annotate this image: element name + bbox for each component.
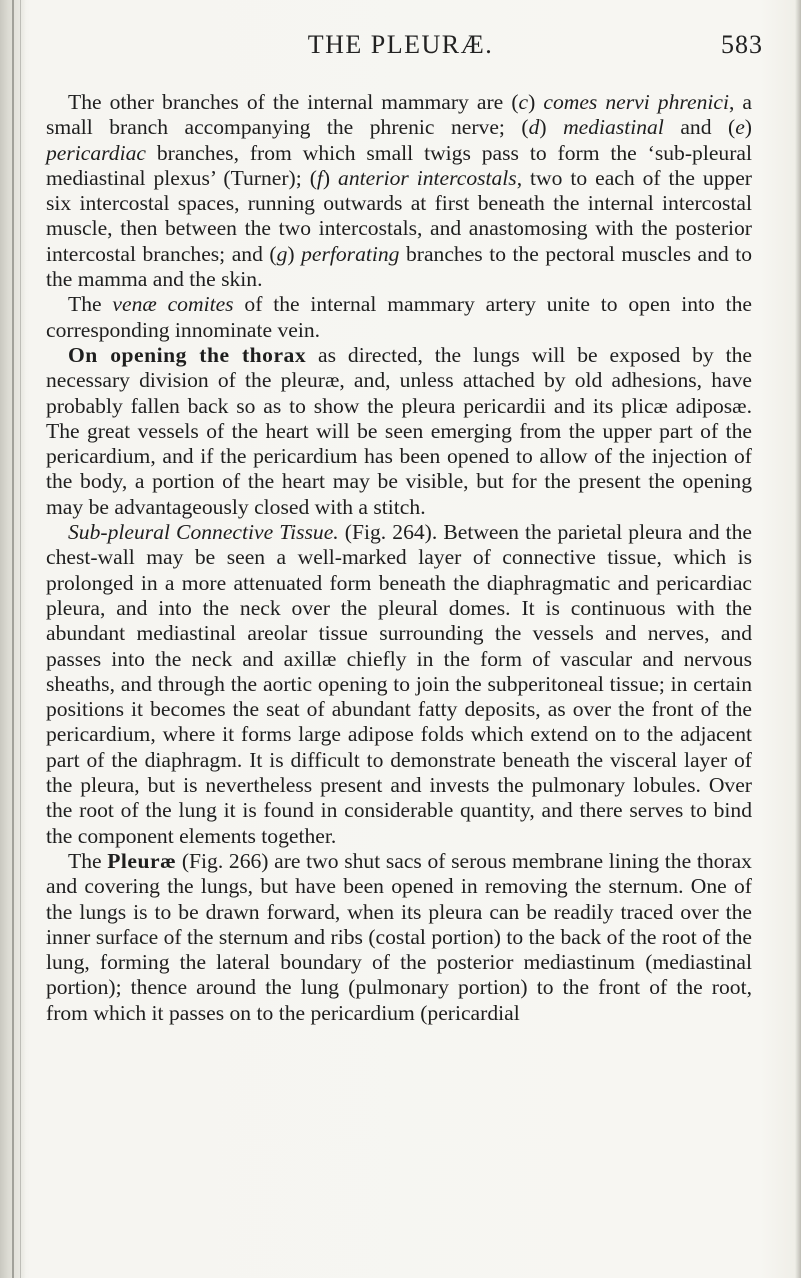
text-run: (Fig. 266) are two shut sacs of serous membrane lining the thorax and covering the lungs, but have been opened in removing the sternum. One of the lungs is to be drawn forward, when its pleura can be readily traced over the inner surface of the sternum and ribs (costal portion) to the back of the root of the lung, forming the lateral boundary of the posterior mediastinum (mediastinal portion); thence around the lung (pulmonary portion) to the front of the root, from which it passes on to the pericardium (pericardial bbox=[46, 848, 752, 1025]
text-run: of the internal mammary artery unite to open into the corresponding innominate vein. bbox=[46, 292, 752, 342]
italic-term: anterior intercostals bbox=[338, 165, 517, 190]
page-number: 583 bbox=[721, 30, 763, 59]
text-run: The bbox=[68, 848, 108, 873]
text-run: ) bbox=[528, 90, 544, 114]
text-run: ) bbox=[539, 115, 564, 140]
paragraph bbox=[46, 90, 752, 292]
text-run: branches to the pectoral muscles and to the mamma and the skin. bbox=[46, 241, 752, 292]
paragraph bbox=[46, 292, 752, 343]
text-run: , a small branch accompanying the phrenic nerve; ( bbox=[46, 90, 753, 140]
italic-term: comes nervi phrenici bbox=[543, 90, 729, 114]
italic-term: mediastinal bbox=[563, 115, 664, 140]
page-edge-shadow bbox=[795, 0, 801, 1278]
text-run: ) bbox=[744, 115, 752, 140]
body-text bbox=[46, 90, 752, 1026]
italic-term: c bbox=[518, 90, 529, 114]
text-run: ) bbox=[322, 165, 339, 190]
italic-term: e bbox=[735, 115, 745, 140]
gutter-shadow-line bbox=[12, 0, 14, 1278]
text-run: (Fig. 264). Between the parietal pleura and the chest-wall may be seen a well-marked layer of connective tissue, which is prolonged in a more attenuated form beneath the diaphragmatic and pericardiac pleura, and into the neck over the pleural domes. It is continuous with the abundant mediastinal areolar tissue surrounding the vessels and nerves, and passes into the neck and axillæ chiefly in the form of vascular and nervous sheaths, and through the aortic opening to join the subperitoneal tissue; in certain positions it becomes the seat of abundant fatty deposits, as over the front of the pericardium, where it forms large adipose folds which extend on to the adjacent part of the diaphragm. It is difficult to demonstrate beneath the visceral layer of the pleura, but is nevertheless present and invests the pulmonary lobules. Over the root of the lung it is found in considerable quantity, and there serves to bind the component elements together. bbox=[46, 520, 752, 848]
bold-heading: On opening the thorax bbox=[68, 342, 307, 367]
binding-gutter bbox=[0, 0, 26, 1278]
text-run: ) bbox=[287, 241, 302, 266]
page-header bbox=[0, 26, 801, 66]
bold-heading: Pleuræ bbox=[107, 848, 177, 873]
italic-term: f bbox=[316, 165, 323, 190]
paragraph bbox=[46, 520, 752, 849]
text-run: as directed, the lungs will be exposed by the necessary division of the pleuræ, and, unless attached by old adhesions, have probably fallen back so as to show the pleura pericardii and its plicæ adiposæ. The great vessels of the heart will be seen emerging from the upper part of the pericardium, and if the pericardium has been opened to allow of the injection of the body, a portion of the heart may be visible, but for the present the opening may be advantageously closed with a stitch. bbox=[46, 342, 752, 519]
italic-term: perforating bbox=[301, 241, 400, 266]
text-run: and ( bbox=[663, 115, 736, 140]
italic-term: g bbox=[276, 241, 288, 266]
paragraph bbox=[46, 343, 752, 520]
italic-term: d bbox=[528, 115, 540, 140]
text-run: , two to each of the upper six intercostal spaces, running outwards at first beneath the internal intercostal muscle, then between the two intercostals, and anastomosing with the posterior intercostal branches; and ( bbox=[46, 165, 753, 266]
paragraph bbox=[46, 849, 752, 1026]
text-run: branches, from which small twigs pass to form the ‘sub-pleural mediastinal plexus’ (Turner); ( bbox=[46, 140, 752, 190]
italic-term: Sub-pleural Connective Tissue. bbox=[68, 520, 339, 545]
text-run: The other branches of the internal mammary are ( bbox=[68, 90, 519, 114]
italic-term: pericardiac bbox=[46, 140, 146, 165]
running-title: THE PLEURÆ. bbox=[307, 30, 494, 59]
gutter-shadow-line bbox=[20, 0, 21, 1278]
text-run: The bbox=[68, 292, 113, 317]
italic-term: venæ comites bbox=[112, 292, 234, 317]
